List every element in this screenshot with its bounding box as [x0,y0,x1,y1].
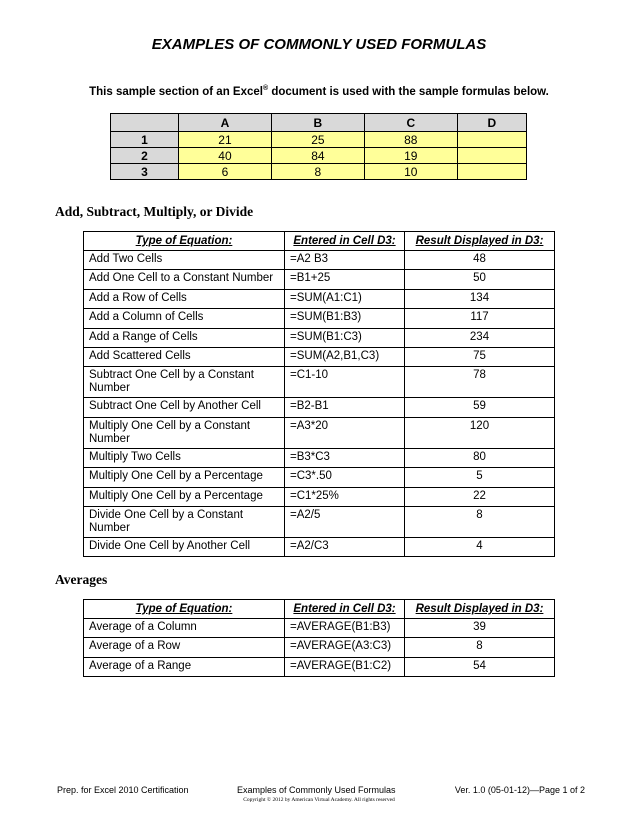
table-row [84,537,555,556]
registered-mark: ® [262,85,269,92]
cell-entry: =C3*.50 [285,468,405,487]
sample-cell: 84 [271,148,364,164]
cell-entry: =AVERAGE(A3:C3) [285,638,405,657]
table-row [84,398,555,417]
table-row [84,487,555,506]
equation-type: Add Scattered Cells [84,347,285,366]
footer-left: Prep. for Excel 2010 Certification [57,785,189,795]
result-value: 78 [405,367,555,398]
equation-type: Add a Row of Cells [84,289,285,308]
sample-cell: 19 [364,148,457,164]
column-header: Entered in Cell D3: [285,232,405,251]
equation-type: Average of a Row [84,638,285,657]
table-row [84,468,555,487]
result-value: 234 [405,328,555,347]
result-value: 80 [405,448,555,467]
col-header: B [271,114,364,132]
col-header: A [179,114,272,132]
cell-entry: =A2/5 [285,506,405,537]
equation-type: Average of a Range [84,657,285,676]
result-value: 54 [405,657,555,676]
row-header: 1 [111,132,179,148]
sample-cell [457,164,526,180]
cell-entry: =A3*20 [285,417,405,448]
cell-entry: =A2/C3 [285,537,405,556]
table-row [84,657,555,676]
col-header: C [364,114,457,132]
copyright-notice: Copyright © 2012 by American Virtual Academy. All rights reserved [243,797,395,803]
result-value: 39 [405,619,555,638]
sample-cell: 25 [271,132,364,148]
col-header: D [457,114,526,132]
result-value: 120 [405,417,555,448]
corner-cell [111,114,179,132]
result-value: 50 [405,270,555,289]
result-value: 8 [405,506,555,537]
cell-entry: =SUM(B1:C3) [285,328,405,347]
column-header: Result Displayed in D3: [405,232,555,251]
arithmetic-formulas-table [83,231,555,557]
sample-cell: 88 [364,132,457,148]
equation-type: Multiply Two Cells [84,448,285,467]
result-value: 75 [405,347,555,366]
column-header: Type of Equation: [84,232,285,251]
equation-type: Multiply One Cell by a Percentage [84,487,285,506]
table-row [84,309,555,328]
cell-entry: =AVERAGE(B1:C2) [285,657,405,676]
equation-type: Average of a Column [84,619,285,638]
sample-cell [457,148,526,164]
column-header: Entered in Cell D3: [285,600,405,619]
result-value: 48 [405,251,555,270]
equation-type: Add a Column of Cells [84,309,285,328]
section-heading-averages: Averages [55,572,108,587]
footer-middle: Examples of Commonly Used Formulas [237,785,396,795]
sample-cell [457,132,526,148]
equation-type: Multiply One Cell by a Percentage [84,468,285,487]
table-row [84,367,555,398]
equation-type: Subtract One Cell by Another Cell [84,398,285,417]
result-value: 8 [405,638,555,657]
table-row [84,448,555,467]
cell-entry: =B1+25 [285,270,405,289]
footer-right: Ver. 1.0 (05-01-12)—Page 1 of 2 [454,785,585,795]
result-value: 117 [405,309,555,328]
sample-cell: 21 [179,132,272,148]
sample-cell: 40 [179,148,272,164]
result-value: 5 [405,468,555,487]
cell-entry: =SUM(A2,B1,C3) [285,347,405,366]
result-value: 59 [405,398,555,417]
average-formulas-table [83,599,555,677]
equation-type: Divide One Cell by a Constant Number [84,506,285,537]
result-value: 4 [405,537,555,556]
sample-cell: 6 [179,164,272,180]
table-row [84,506,555,537]
sample-cell: 10 [364,164,457,180]
equation-type: Add One Cell to a Constant Number [84,270,285,289]
intro-after: document is used with the sample formulas below. [268,86,549,98]
row-header: 2 [111,148,179,164]
sample-spreadsheet [110,113,527,180]
equation-type: Multiply One Cell by a Constant Number [84,417,285,448]
table-row [84,347,555,366]
sample-cell: 8 [271,164,364,180]
cell-entry: =B2-B1 [285,398,405,417]
column-header: Result Displayed in D3: [405,600,555,619]
intro-before: This sample section of an Excel [89,86,263,98]
table-row [84,619,555,638]
cell-entry: =SUM(B1:B3) [285,309,405,328]
equation-type: Divide One Cell by Another Cell [84,537,285,556]
row-header: 3 [111,164,179,180]
cell-entry: =C1*25% [285,487,405,506]
column-header: Type of Equation: [84,600,285,619]
cell-entry: =B3*C3 [285,448,405,467]
cell-entry: =C1-10 [285,367,405,398]
table-row [84,270,555,289]
table-row [84,328,555,347]
table-row [84,417,555,448]
table-row [84,251,555,270]
table-row [84,638,555,657]
result-value: 22 [405,487,555,506]
cell-entry: =AVERAGE(B1:B3) [285,619,405,638]
cell-entry: =A2 B3 [285,251,405,270]
equation-type: Add Two Cells [84,251,285,270]
result-value: 134 [405,289,555,308]
page-title: EXAMPLES OF COMMONLY USED FORMULAS [151,36,487,53]
intro-text [0,85,638,98]
cell-entry: =SUM(A1:C1) [285,289,405,308]
equation-type: Subtract One Cell by a Constant Number [84,367,285,398]
table-row [84,289,555,308]
equation-type: Add a Range of Cells [84,328,285,347]
section-heading-arithmetic: Add, Subtract, Multiply, or Divide [55,204,254,219]
